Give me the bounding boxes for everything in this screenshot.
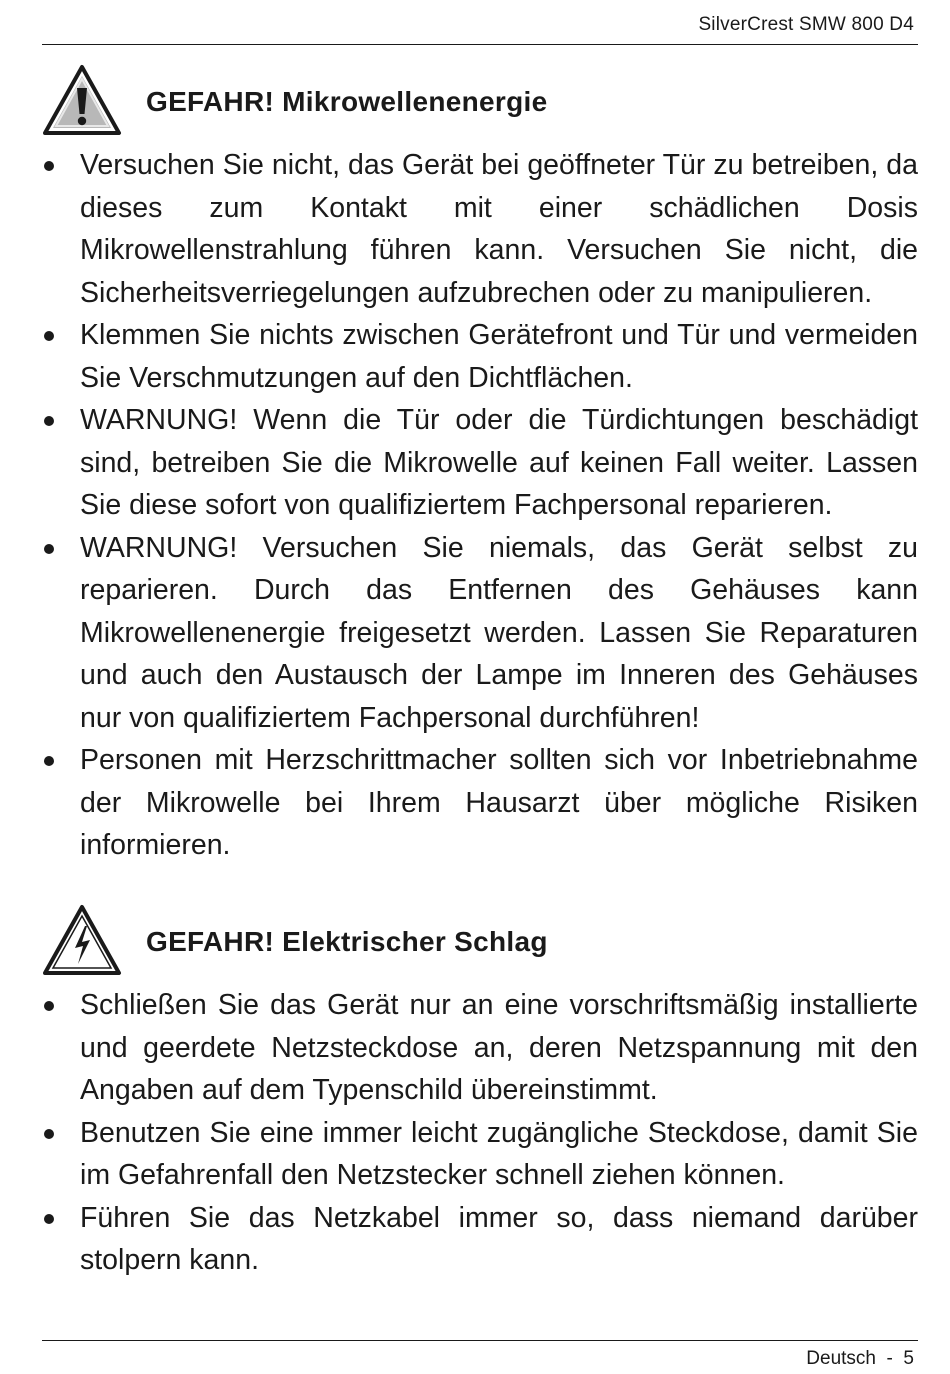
- list-item: Personen mit Herzschrittmacher sollten sich vor Inbetriebnahme der Mikrowelle bei Ihrem Hausarzt über mögliche Risiken informieren.: [42, 739, 918, 867]
- list-item: Klemmen Sie nichts zwischen Gerätefront und Tür und vermeiden Sie Verschmutzungen auf den Dichtflächen.: [42, 314, 918, 399]
- footer-divider: [42, 1340, 918, 1341]
- header-divider: [42, 44, 918, 45]
- section-title: GEFAHR! Mikrowellenenergie: [146, 86, 548, 117]
- section-heading: [42, 904, 918, 976]
- list-item: Führen Sie das Netzkabel immer so, dass niemand darüber stolpern kann.: [42, 1197, 918, 1282]
- list-item: Versuchen Sie nicht, das Gerät bei geöffneter Tür zu betreiben, da dieses zum Kontakt mit einer schädlichen Dosis Mikrowellenstrahlung führen kann. Versuchen Sie nicht, die Sicherheitsverriegelungen aufzubrechen oder zu manipulieren.: [42, 144, 918, 314]
- list-item: Schließen Sie das Gerät nur an eine vorschriftsmäßig installierte und geerdete Netzsteckdose an, deren Netzspannung mit den Angaben auf dem Typenschild übereinstimmt.: [42, 984, 918, 1112]
- bullet-list: [42, 144, 918, 867]
- exclamation-warning-icon: [42, 64, 122, 136]
- bullet-list: [42, 984, 918, 1282]
- lightning-warning-icon: [42, 904, 122, 976]
- section-microwave-energy: [42, 64, 918, 867]
- section-electric-shock: [42, 904, 918, 1282]
- list-item: WARNUNG! Wenn die Tür oder die Türdichtungen beschädigt sind, betreiben Sie die Mikrowelle auf keinen Fall weiter. Lassen Sie diese sofort von qualifiziertem Fachpersonal reparieren.: [42, 399, 918, 527]
- section-title: GEFAHR! Elektrischer Schlag: [146, 926, 548, 957]
- section-heading: [42, 64, 918, 136]
- list-item: WARNUNG! Versuchen Sie niemals, das Gerät selbst zu reparieren. Durch das Entfernen des Gehäuses kann Mikrowellenenergie freigesetzt werden. Lassen Sie Reparaturen und auch den Austausch der Lampe im Inneren des Gehäuses nur von qualifiziertem Fachpersonal durchführen!: [42, 527, 918, 740]
- list-item: Benutzen Sie eine immer leicht zugängliche Steckdose, damit Sie im Gefahrenfall den Netzstecker schnell ziehen können.: [42, 1112, 918, 1197]
- page-footer: Deutsch - 5: [806, 1348, 914, 1369]
- page-header-title: SilverCrest SMW 800 D4: [698, 14, 914, 35]
